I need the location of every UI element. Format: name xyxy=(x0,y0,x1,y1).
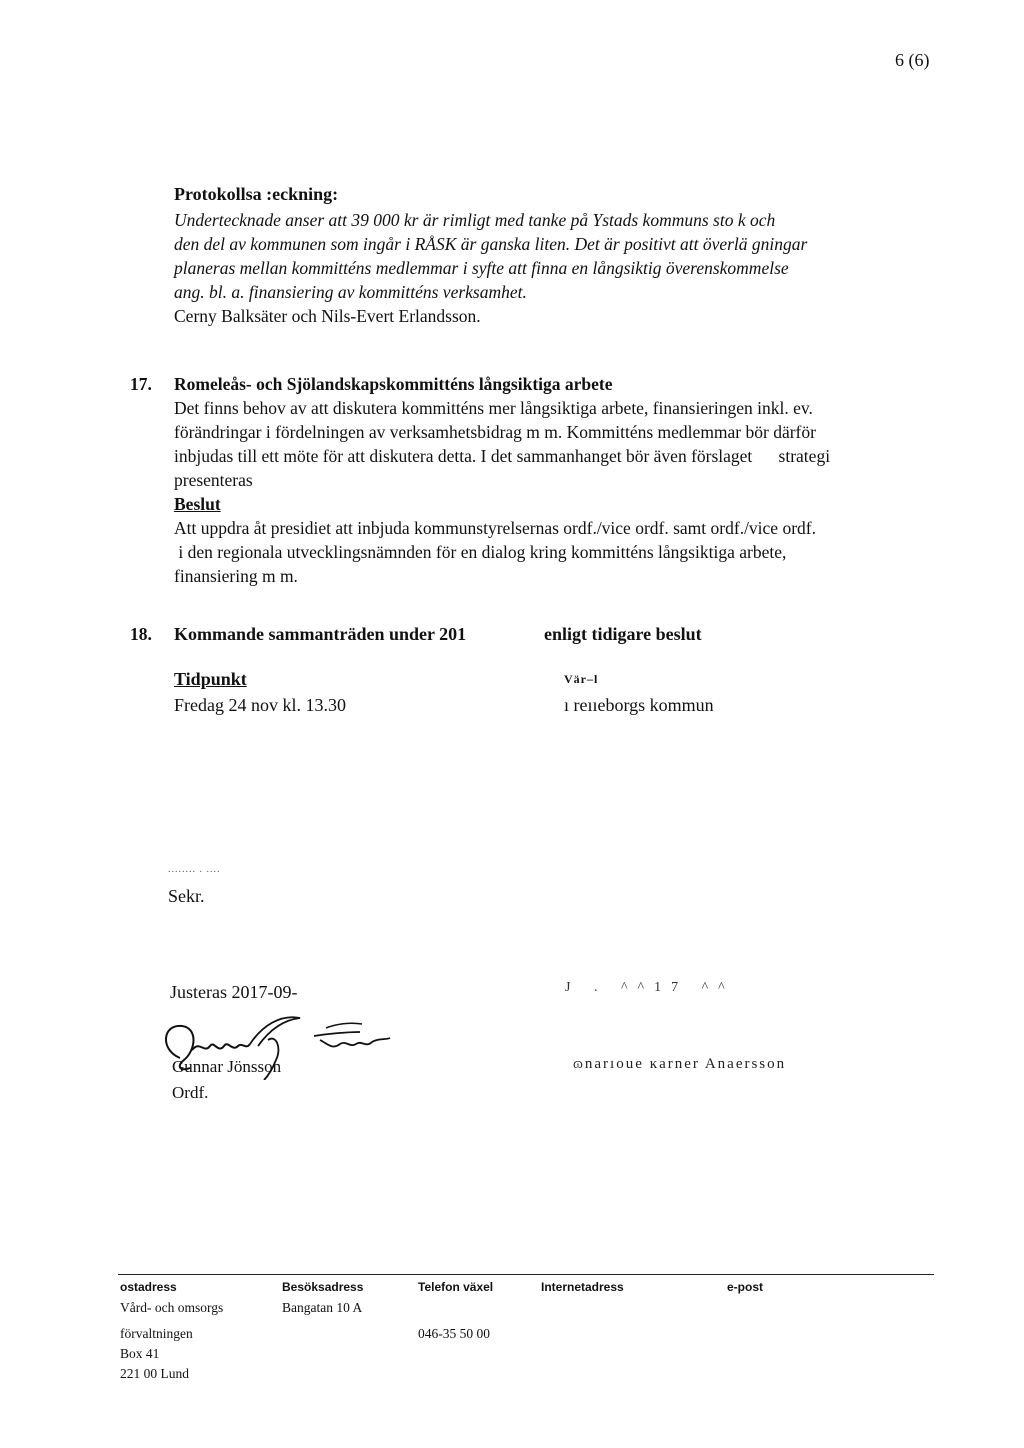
section-17-text-line: presenteras xyxy=(174,470,253,490)
footer-postal-line: Vård- och omsorgs xyxy=(120,1300,224,1315)
signer-left-name: Gunnar Jönsson xyxy=(172,1057,282,1076)
section-17-text-line: Det finns behov av att diskutera kommitténs mer långsiktiga arbete, finansieringen inkl. ev. xyxy=(174,398,813,418)
section-18 xyxy=(130,622,950,646)
footer-email xyxy=(727,1280,763,1298)
section-17-decision-line: i den regionala utvecklingsnämnden för en dialog kring kommitténs långsiktiga arbete, xyxy=(174,542,787,562)
footer-web-label: Internetadress xyxy=(541,1280,624,1294)
section-17-decision-line: finansiering m m. xyxy=(174,566,298,586)
section-18-title-continued: enligt tidigare beslut xyxy=(544,624,702,644)
footer-visit-label: Besöksadress xyxy=(282,1280,364,1294)
adjusted-date-right: J . ^^17 ^^ xyxy=(565,980,735,995)
footer-phone-line: 046-35 50 00 xyxy=(418,1326,490,1341)
meeting-time-value: Fredag 24 nov kl. 13.30 xyxy=(174,695,346,715)
section-17-text-line: inbjudas till ett möte för att diskutera detta. I det sammanhanget bör även förslaget strategi xyxy=(174,446,831,466)
footer-visit xyxy=(282,1280,363,1318)
footer-postal-line: Box 41 xyxy=(120,1346,160,1361)
section-17-decision-heading: Beslut xyxy=(174,494,221,514)
protocol-note-heading: Protokollsa :eckning: xyxy=(174,184,339,204)
meeting-place-header: Vär–l xyxy=(564,672,599,686)
protocol-note-line: Undertecknade anser att 39 000 kr är rimligt med tanke på Ystads kommuns sto k och xyxy=(174,210,776,230)
footer-email-label: e-post xyxy=(727,1280,763,1294)
adjusted-date-left: Justeras 2017-09- xyxy=(170,982,298,1002)
secretary-label: Sekr. xyxy=(168,886,205,906)
protocol-note-line: planeras mellan kommitténs medlemmar i syfte att finna en långsiktig överenskommelse xyxy=(174,258,789,278)
footer-visit-line: Bangatan 10 A xyxy=(282,1300,363,1315)
protocol-note-signers: Cerny Balksäter och Nils-Evert Erlandsson. xyxy=(174,306,481,326)
footer-postal-line: förvaltningen xyxy=(120,1326,193,1341)
section-17 xyxy=(130,372,950,588)
protocol-note xyxy=(174,182,934,328)
section-17-title: Romeleås- och Sjölandskapskommitténs långsiktiga arbete xyxy=(174,374,613,394)
section-17-number: 17. xyxy=(130,374,152,394)
footer-phone-label: Telefon växel xyxy=(418,1280,494,1294)
footer-phone xyxy=(418,1280,493,1344)
footer-postal-line: 221 00 Lund xyxy=(120,1366,189,1381)
footer-postal-label: ostadress xyxy=(120,1280,177,1294)
meeting-time-header: Tidpunkt xyxy=(174,669,247,689)
footer-divider xyxy=(118,1274,934,1275)
footer-web xyxy=(541,1280,624,1298)
section-17-text-line: förändringar i fördelningen av verksamhetsbidrag m m. Kommitténs medlemmar bör därför xyxy=(174,422,816,442)
section-18-title: Kommande sammanträden under 201 xyxy=(174,624,467,644)
signer-right-name: ɷnarıoue ĸarner Anaersson xyxy=(573,1056,787,1072)
section-18-number: 18. xyxy=(130,624,152,644)
section-17-decision-line: Att uppdra åt presidiet att inbjuda kommunstyrelsernas ordf./vice ordf. samt ordf./vice ordf. xyxy=(174,518,816,538)
protocol-note-line: den del av kommunen som ingår i RÅSK är ganska liten. Det är positivt att överlä gningar xyxy=(174,234,808,254)
secretary-dotted-line: ........ . .... xyxy=(168,864,221,875)
page-number: 6 (6) xyxy=(895,50,930,70)
footer-postal xyxy=(120,1280,223,1384)
signer-left xyxy=(172,1054,281,1106)
signer-left-role: Ordf. xyxy=(172,1083,209,1102)
meeting-place-value: ı reııeborgs kommun xyxy=(564,695,714,715)
protocol-note-line: ang. bl. a. finansiering av kommitténs verksamhet. xyxy=(174,282,527,302)
